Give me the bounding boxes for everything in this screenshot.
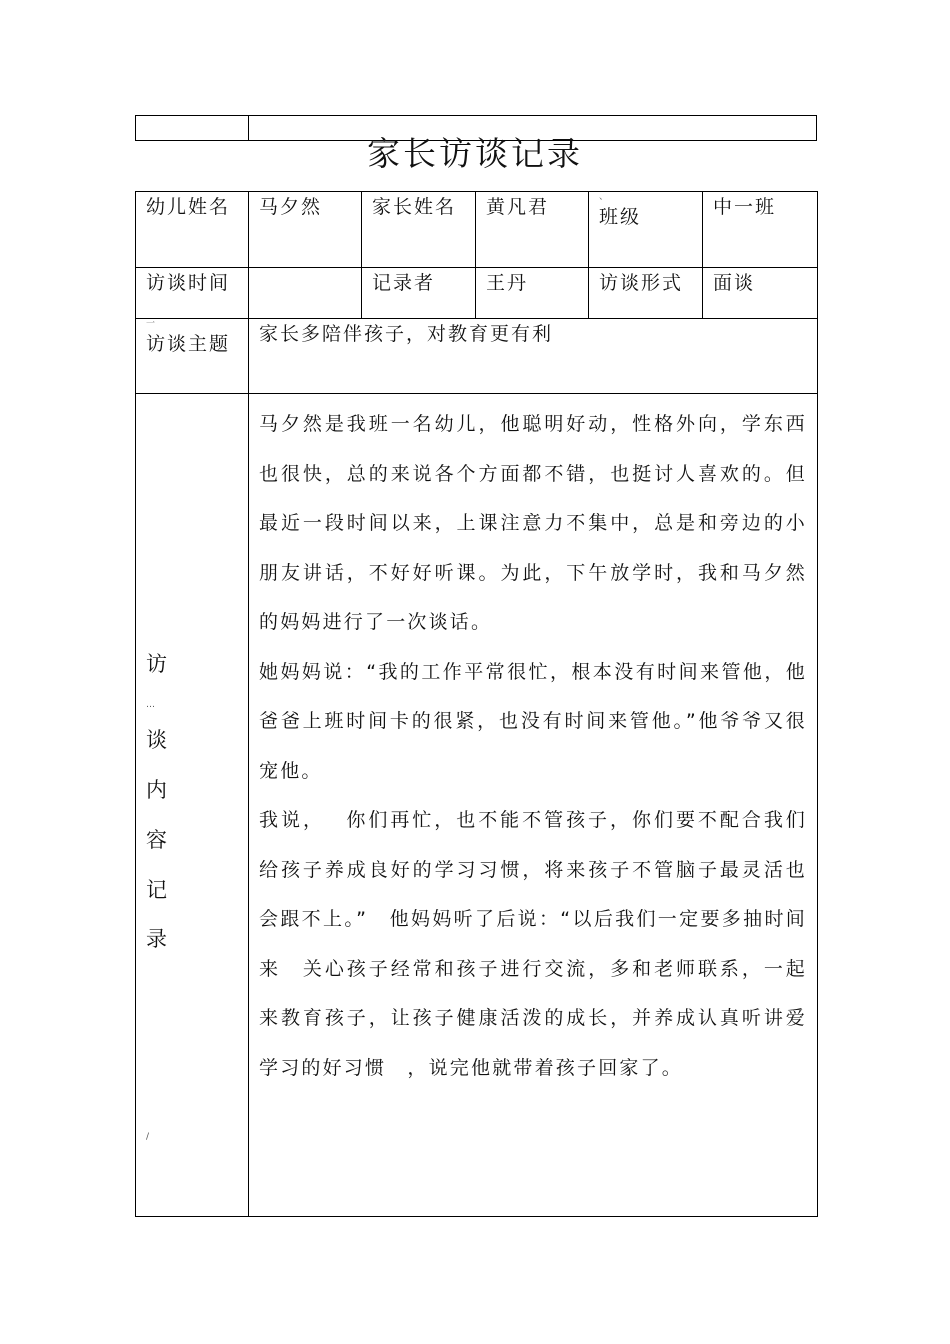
table-row xyxy=(136,319,818,394)
class-label: 班级 xyxy=(599,206,642,228)
parent-name-value: 黄凡君 xyxy=(476,192,589,268)
recorder-value: 王丹 xyxy=(476,268,589,319)
theme-value: 家长多陪伴孩子，对教育更有利 xyxy=(249,319,818,394)
theme-label: 访谈主题 xyxy=(146,333,231,355)
content-label-char: 内 xyxy=(146,778,169,802)
content-label-char: 谈 xyxy=(146,728,169,752)
content-label-char: 记 xyxy=(146,878,169,902)
interview-time-label: 访谈时间 xyxy=(136,268,249,319)
interview-record-table xyxy=(135,191,818,1217)
class-label-cell xyxy=(589,192,703,268)
table-row xyxy=(136,192,818,268)
child-name-value: 马夕然 xyxy=(249,192,362,268)
interview-content xyxy=(249,394,818,1217)
theme-stray-mark: 一 xyxy=(146,319,156,329)
content-label-cell xyxy=(136,394,249,1217)
theme-label-cell xyxy=(136,319,249,394)
content-label-char: 访 xyxy=(146,652,169,676)
content-stray-mark: … xyxy=(146,700,157,710)
table-row xyxy=(136,394,818,1217)
class-stray-mark: 、 xyxy=(599,192,609,202)
content-paragraph: 我说， 你们再忙，也不能不管孩子，你们要不配合我们给孩子养成良好的学习习惯，将来孩子不管脑子最灵活也会跟不上。” 他妈妈听了后说：“以后我们一定要多抽时间来 关心孩子经常和孩子进行交流，多和老师联系，一起来教育孩子，让孩子健康活泼的成长，并养成认真听讲爱学习的好习惯 ，说完他就带着孩子回家了。 xyxy=(259,809,807,1079)
content-label-char: 录 xyxy=(146,927,169,951)
content-label-char: 容 xyxy=(146,828,169,852)
class-value: 中一班 xyxy=(703,192,818,268)
interview-time-value xyxy=(249,268,362,319)
content-stray-mark: / xyxy=(146,1132,152,1142)
child-name-label: 幼儿姓名 xyxy=(136,192,249,268)
content-paragraph: 她妈妈说：“我的工作平常很忙，根本没有时间来管他，他爸爸上班时间卡的很紧，也没有时间来管他。”他爷爷又很宠他。 xyxy=(259,660,807,782)
content-paragraph: 马夕然是我班一名幼儿，他聪明好动，性格外向，学东西也很快，总的来说各个方面都不错，也挺讨人喜欢的。但最近一段时间以来，上课注意力不集中，总是和旁边的小朋友讲话，不好好听课。为此，下午放学时，我和马夕然的妈妈进行了一次谈话。 xyxy=(259,413,807,633)
interview-form-value: 面谈 xyxy=(703,268,818,319)
table-row xyxy=(136,268,818,319)
recorder-label: 记录者 xyxy=(362,268,476,319)
page-title: 家长访谈记录 xyxy=(367,134,583,173)
interview-form-label: 访谈形式 xyxy=(589,268,703,319)
parent-name-label: 家长姓名 xyxy=(362,192,476,268)
